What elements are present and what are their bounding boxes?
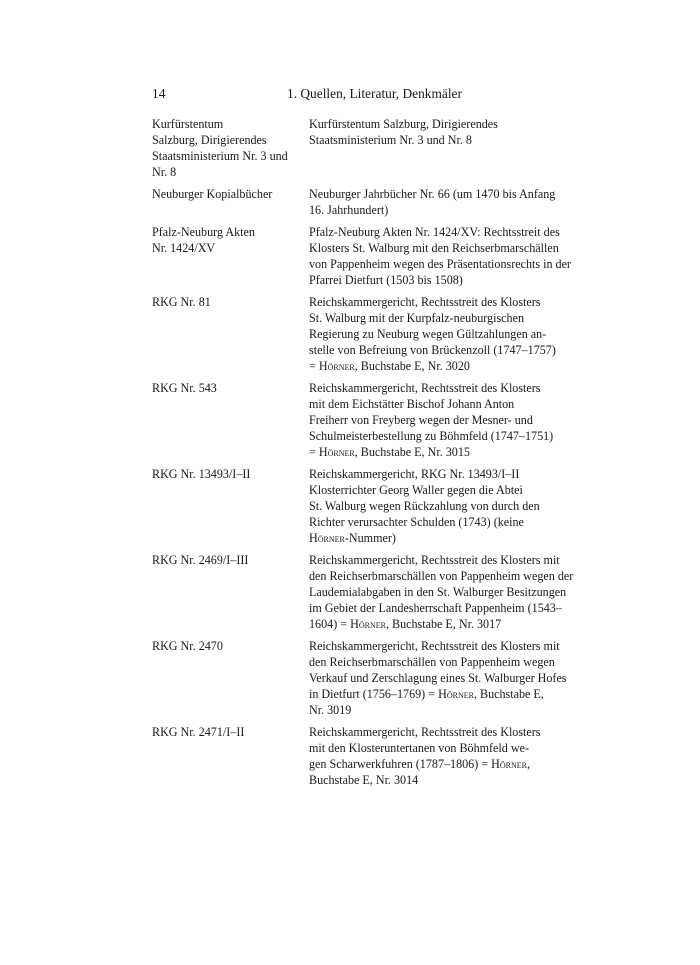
list-item bbox=[152, 380, 600, 460]
description-line: mit dem Eichstätter Bischof Johann Anton bbox=[309, 397, 515, 411]
list-item bbox=[152, 116, 600, 180]
abbreviation-line: Kurfürstentum bbox=[152, 117, 224, 131]
abbreviation-line: RKG Nr. 81 bbox=[152, 295, 211, 309]
description-line: Reichskammergericht, Rechtsstreit des Klosters mit bbox=[309, 639, 560, 653]
description-line: den Reichserbmarschällen von Pappenheim wegen der bbox=[309, 569, 574, 583]
running-title: 1. Quellen, Literatur, Denkmäler bbox=[287, 86, 462, 101]
entry-description bbox=[309, 638, 600, 718]
abbreviation-line: Staatsministerium Nr. 3 und bbox=[152, 149, 288, 163]
abbreviation-line: RKG Nr. 543 bbox=[152, 381, 217, 395]
entry-description bbox=[309, 116, 600, 180]
reference-line bbox=[309, 756, 600, 772]
abbreviation-line: Pfalz-Neuburg Akten bbox=[152, 225, 255, 239]
reference-author: Hörner bbox=[318, 359, 355, 373]
reference-suffix: -Nummer) bbox=[344, 531, 396, 545]
description-line: im Gebiet der Landesherrschaft Pappenheim (1543– bbox=[309, 601, 562, 615]
list-item bbox=[152, 294, 600, 374]
description-line: St. Walburg wegen Rückzahlung von durch den bbox=[309, 499, 540, 513]
reference-author: Hörner bbox=[438, 687, 474, 701]
list-item bbox=[152, 724, 600, 788]
description-line: St. Walburg mit der Kurpfalz-neuburgischen bbox=[309, 311, 524, 325]
description-line: von Pappenheim wegen des Präsentationsrechts in der bbox=[309, 257, 571, 271]
description-line: Nr. 3019 bbox=[309, 703, 352, 717]
description-line: Reichskammergericht, Rechtsstreit des Klosters bbox=[309, 381, 541, 395]
page-number: 14 bbox=[152, 86, 166, 101]
abbreviation-line: RKG Nr. 2469/I–III bbox=[152, 553, 249, 567]
description-line: Pfarrei Dietfurt (1503 bis 1508) bbox=[309, 273, 463, 287]
reference-author: Hörner bbox=[491, 757, 527, 771]
reference-prefix: 1604) = bbox=[309, 617, 351, 631]
reference-line bbox=[309, 358, 600, 374]
description-line: Buchstabe E, Nr. 3014 bbox=[309, 773, 419, 787]
entry-abbreviation bbox=[152, 552, 309, 632]
entry-description bbox=[309, 466, 600, 546]
entry-description bbox=[309, 552, 600, 632]
reference-author: Hörner bbox=[318, 445, 355, 459]
description-line: Reichskammergericht, Rechtsstreit des Klosters mit bbox=[309, 553, 560, 567]
reference-prefix: in Dietfurt (1756–1769) = bbox=[309, 687, 439, 701]
description-line: Verkauf und Zerschlagung eines St. Walburger Hofes bbox=[309, 671, 567, 685]
description-line: Laudemialabgaben in den St. Walburger Besitzungen bbox=[309, 585, 567, 599]
entry-description bbox=[309, 186, 600, 218]
abbreviation-line: Nr. 8 bbox=[152, 165, 177, 179]
page-header bbox=[152, 84, 592, 104]
entry-abbreviation bbox=[152, 294, 309, 374]
description-line: Regierung zu Neuburg wegen Gültzahlungen an- bbox=[309, 327, 547, 341]
entry-abbreviation bbox=[152, 466, 309, 546]
description-line: Kurfürstentum Salzburg, Dirigierendes bbox=[309, 117, 498, 131]
abbreviation-line: RKG Nr. 13493/I–II bbox=[152, 467, 251, 481]
abbreviation-line: RKG Nr. 2471/I–II bbox=[152, 725, 245, 739]
description-line: Staatsministerium Nr. 3 und Nr. 8 bbox=[309, 133, 472, 147]
reference-line bbox=[309, 616, 600, 632]
entry-abbreviation bbox=[152, 116, 309, 180]
entry-abbreviation bbox=[152, 224, 309, 288]
description-line: Reichskammergericht, RKG Nr. 13493/I–II bbox=[309, 467, 520, 481]
reference-line bbox=[309, 686, 600, 702]
entry-description bbox=[309, 294, 600, 374]
description-line: den Reichserbmarschällen von Pappenheim wegen bbox=[309, 655, 555, 669]
abbreviation-line: Nr. 1424/XV bbox=[152, 241, 216, 255]
reference-author: Hörner bbox=[350, 617, 386, 631]
list-item bbox=[152, 638, 600, 718]
reference-suffix: , Buchstabe E, bbox=[473, 687, 544, 701]
description-line: Freiherr von Freyberg wegen der Mesner- und bbox=[309, 413, 533, 427]
abbreviation-line: RKG Nr. 2470 bbox=[152, 639, 223, 653]
abbreviation-list bbox=[152, 116, 600, 794]
reference-prefix: = bbox=[309, 445, 319, 459]
description-line: Pfalz-Neuburg Akten Nr. 1424/XV: Rechtsstreit des bbox=[309, 225, 560, 239]
entry-abbreviation bbox=[152, 724, 309, 788]
list-item bbox=[152, 186, 600, 218]
reference-suffix: , Buchstabe E, Nr. 3020 bbox=[354, 359, 470, 373]
description-line: Reichskammergericht, Rechtsstreit des Klosters bbox=[309, 295, 541, 309]
abbreviation-line: Salzburg, Dirigierendes bbox=[152, 133, 267, 147]
entry-abbreviation bbox=[152, 186, 309, 218]
reference-prefix: gen Scharwerkfuhren (1787–1806) = bbox=[309, 757, 492, 771]
reference-suffix: , Buchstabe E, Nr. 3017 bbox=[385, 617, 502, 631]
reference-line bbox=[309, 444, 600, 460]
entry-abbreviation bbox=[152, 380, 309, 460]
description-line: mit den Klosteruntertanen von Böhmfeld we- bbox=[309, 741, 529, 755]
description-line: Schulmeisterbestellung zu Böhmfeld (1747–1751) bbox=[309, 429, 554, 443]
reference-line bbox=[309, 530, 600, 546]
entry-description bbox=[309, 724, 600, 788]
entry-abbreviation bbox=[152, 638, 309, 718]
description-line: stelle von Befreiung von Brückenzoll (1747–1757) bbox=[309, 343, 556, 357]
list-item bbox=[152, 466, 600, 546]
description-line: Neuburger Jahrbücher Nr. 66 (um 1470 bis Anfang bbox=[309, 187, 556, 201]
reference-suffix: , Buchstabe E, Nr. 3015 bbox=[354, 445, 470, 459]
description-line: Richter verursachter Schulden (1743) (keine bbox=[309, 515, 524, 529]
reference-author: Hörner bbox=[309, 531, 345, 545]
reference-prefix: = bbox=[309, 359, 319, 373]
list-item bbox=[152, 552, 600, 632]
list-item bbox=[152, 224, 600, 288]
reference-suffix: , bbox=[527, 757, 531, 771]
entry-description bbox=[309, 380, 600, 460]
description-line: Reichskammergericht, Rechtsstreit des Klosters bbox=[309, 725, 541, 739]
description-line: 16. Jahrhundert) bbox=[309, 203, 389, 217]
description-line: Klosterrichter Georg Waller gegen die Abtei bbox=[309, 483, 523, 497]
description-line: Klosters St. Walburg mit den Reichserbmarschällen bbox=[309, 241, 559, 255]
abbreviation-line: Neuburger Kopialbücher bbox=[152, 187, 273, 201]
entry-description bbox=[309, 224, 600, 288]
